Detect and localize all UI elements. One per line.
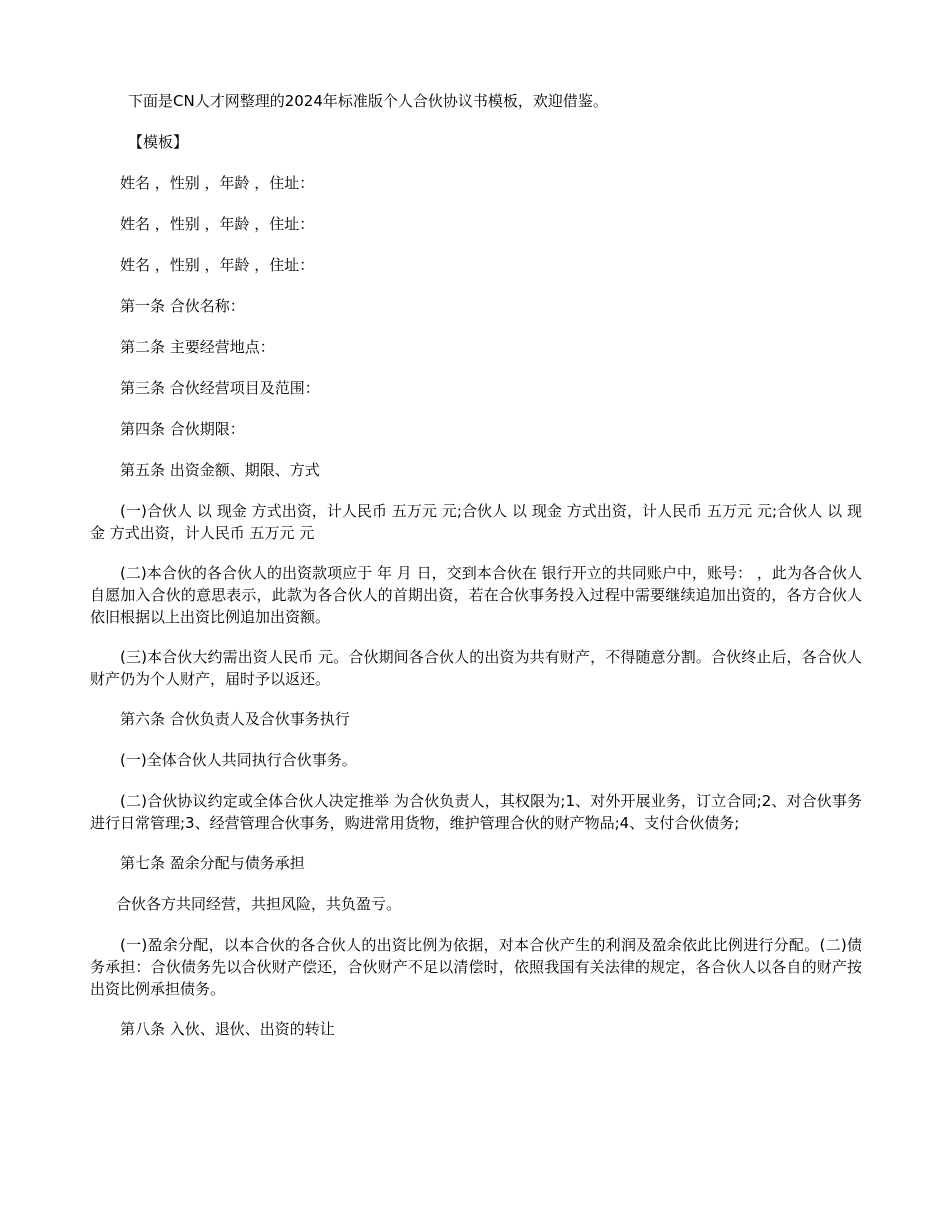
- article-7-heading: 第七条 盈余分配与债务承担: [120, 854, 305, 872]
- article-2-heading: 第二条 主要经营地点：: [120, 338, 275, 356]
- party-line-2: 姓名 ，性别 ，年龄 ，住址：: [120, 215, 315, 233]
- party-line-1: 姓名 ，性别 ，年龄 ，住址：: [120, 174, 315, 192]
- article-3-heading: 第三条 合伙经营项目及范围：: [120, 379, 320, 397]
- article-7-clauses: (一)盈余分配，以本合伙的各合伙人的出资比例为依据，对本合伙产生的利润及盈余依此比例进行分配。(二)债务承担：合伙债务先以合伙财产偿还，合伙财产不足以清偿时，依照我国有关法律的规定，各合伙人以各自的财产按出资比例承担债务。: [90, 936, 862, 998]
- article-1-heading: 第一条 合伙名称：: [120, 297, 245, 315]
- article-6-heading: 第六条 合伙负责人及合伙事务执行: [120, 710, 350, 728]
- template-heading: 【模板】: [128, 133, 189, 151]
- article-6-clause-1: (一)全体合伙人共同执行合伙事务。: [120, 751, 357, 769]
- article-5-clause-1: (一)合伙人 以 现金 方式出资，计人民币 五万元 元;合伙人 以 现金 方式出资，计人民币 五万元 元;合伙人 以 现金 方式出资，计人民币 五万元 元: [90, 502, 862, 542]
- party-line-3: 姓名 ，性别 ，年龄 ，住址：: [120, 256, 315, 274]
- article-5-clause-2: (二)本合伙的各合伙人的出资款项应于 年 月 日，交到本合伙在 银行开立的共同账户中，账号： ，此为各合伙人自愿加入合伙的意思表示，此款为各合伙人的首期出资，若在合伙事务投入过程中需要继续追加出资的，各方合伙人依旧根据以上出资比例追加出资额。: [90, 564, 862, 626]
- intro-paragraph: 下面是CN人才网整理的2024年标准版个人合伙协议书模板，欢迎借鉴。: [128, 92, 608, 110]
- article-4-heading: 第四条 合伙期限：: [120, 420, 245, 438]
- article-5-clause-3: (三)本合伙大约需出资人民币 元。合伙期间各合伙人的出资为共有财产，不得随意分割。合伙终止后，各合伙人财产仍为个人财产，届时予以返还。: [90, 648, 862, 688]
- article-6-clause-2: (二)合伙协议约定或全体合伙人决定推举 为合伙负责人，其权限为;1、对外开展业务，订立合同;2、对合伙事务进行日常管理;3、经营管理合伙事务，购进常用货物，维护管理合伙的财产物品;4、支付合伙债务;: [90, 792, 862, 832]
- article-5-heading: 第五条 出资金额、期限、方式: [120, 461, 320, 479]
- article-8-heading: 第八条 入伙、退伙、出资的转让: [120, 1020, 335, 1038]
- document-page: [90, 90, 862, 1059]
- article-7-principle: 合伙各方共同经营，共担风险，共负盈亏。: [116, 895, 402, 913]
